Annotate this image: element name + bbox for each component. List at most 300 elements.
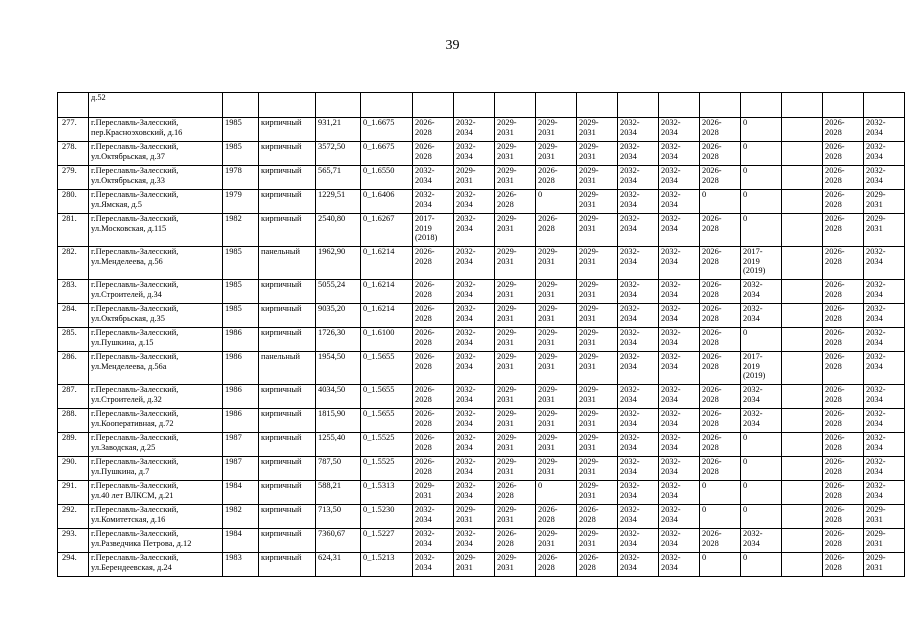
cell-address: г.Переславль-Залесский, ул.Менделеева, д.56 [89, 247, 223, 280]
cell-period: 2032- 2034 [618, 328, 659, 352]
cell-period [782, 481, 823, 505]
cell-period: 2029- 2031 [495, 247, 536, 280]
cell-year: 1986 [223, 328, 259, 352]
cell-period: 2029- 2031 [536, 457, 577, 481]
cell-period: 2032- 2034 [864, 385, 905, 409]
cell-period: 2032- 2034 [864, 328, 905, 352]
cell-period: 2032- 2034 [454, 142, 495, 166]
cell-period: 2032- 2034 [864, 280, 905, 304]
cell-num: 284. [58, 304, 89, 328]
cell-period: 2032- 2034 [454, 529, 495, 553]
cell-address: г.Переславль-Залесский, ул.Заводская, д.25 [89, 433, 223, 457]
cell-period: 2026- 2028 [536, 553, 577, 577]
cell-num: 288. [58, 409, 89, 433]
cell-period [782, 280, 823, 304]
cell-period: 2032- 2034 [864, 481, 905, 505]
cell-period: 2032- 2034 [454, 118, 495, 142]
cell-period: 2029- 2031 [495, 328, 536, 352]
cell-period: 2029- 2031 [495, 385, 536, 409]
cell-period: 2029- 2031 [577, 280, 618, 304]
cell-period [782, 247, 823, 280]
table-row [58, 409, 905, 433]
cell-address: г.Переславль-Залесский, ул.Строителей, д.34 [89, 280, 223, 304]
cell-address: г.Переславль-Залесский, пер.Красноэховский, д.16 [89, 118, 223, 142]
cell-period: 2026- 2028 [700, 385, 741, 409]
cell-period: 2032- 2034 [864, 118, 905, 142]
cell-period: 2029- 2031 [536, 352, 577, 385]
table-row [58, 328, 905, 352]
cell-period: 2026- 2028 [413, 352, 454, 385]
cell-period: 2029- 2031 [495, 304, 536, 328]
cell-wall-material: кирпичный [259, 505, 316, 529]
cell-period: 2026- 2028 [700, 280, 741, 304]
cell-index: 0_1.6214 [361, 304, 413, 328]
cell-period: 2032- 2034 [659, 553, 700, 577]
cell-period: 2029- 2031 [577, 409, 618, 433]
cell-period: 2026- 2028 [495, 190, 536, 214]
cell-period: 2029- 2031 [495, 457, 536, 481]
cell-period: 2032- 2034 [413, 505, 454, 529]
cell-area: 787,50 [316, 457, 361, 481]
cell-period: 2026- 2028 [700, 433, 741, 457]
cell-period: 0 [741, 481, 782, 505]
cell-area: 9035,20 [316, 304, 361, 328]
table-body [58, 93, 905, 577]
cell-period: 2029- 2031 [536, 328, 577, 352]
cell-period: 2029- 2031 [577, 352, 618, 385]
cell-period: 2029- 2031 [536, 118, 577, 142]
cell-period: 2032- 2034 [659, 328, 700, 352]
cell-year: 1978 [223, 166, 259, 190]
cell-period: 2032- 2034 [618, 529, 659, 553]
cell-period: 2032- 2034 [618, 214, 659, 247]
cell-period: 2026- 2028 [700, 304, 741, 328]
table-row-continuation [58, 93, 905, 118]
cell-index: 0_1.6675 [361, 118, 413, 142]
cell-wall-material: кирпичный [259, 457, 316, 481]
table-row [58, 166, 905, 190]
cell-period: 2032- 2034 [454, 481, 495, 505]
cell-period: 2032- 2034 [618, 142, 659, 166]
page-number: 39 [445, 38, 460, 53]
cell-period: 2032- 2034 [618, 433, 659, 457]
cell-area: 565,71 [316, 166, 361, 190]
cell-period: 2029- 2031 [536, 304, 577, 328]
cell-period: 2032- 2034 [454, 190, 495, 214]
cell-period: 2032- 2034 [659, 280, 700, 304]
cell-wall-material: кирпичный [259, 328, 316, 352]
table-row [58, 505, 905, 529]
cell-period: 2026- 2028 [536, 214, 577, 247]
table-row [58, 190, 905, 214]
cell-period: 2029- 2031 [495, 433, 536, 457]
cell-area: 931,21 [316, 118, 361, 142]
cell-period: 2026- 2028 [700, 247, 741, 280]
cell-period: 2026- 2028 [823, 433, 864, 457]
cell-period: 2032- 2034 [864, 409, 905, 433]
cell-period [782, 529, 823, 553]
cell-area: 713,50 [316, 505, 361, 529]
cell-wall-material: панельный [259, 352, 316, 385]
cell-period: 2029- 2031 [864, 190, 905, 214]
cell-period: 2032- 2034 [659, 385, 700, 409]
cell-area: 1954,50 [316, 352, 361, 385]
cell-period: 2026- 2028 [413, 142, 454, 166]
cell-period [782, 166, 823, 190]
cell-address: г.Переславль-Залесский, ул.Октябрьская, д.35 [89, 304, 223, 328]
cell-period: 2032- 2034 [741, 385, 782, 409]
cell-area: 4034,50 [316, 385, 361, 409]
cell-year: 1986 [223, 385, 259, 409]
cell-period: 2026- 2028 [413, 409, 454, 433]
cell-wall-material: кирпичный [259, 190, 316, 214]
cell-period: 2029- 2031 [536, 409, 577, 433]
cell-period: 2017- 2019 (2018) [413, 214, 454, 247]
cell-period: 2029- 2031 [413, 481, 454, 505]
cell-area: 1815,90 [316, 409, 361, 433]
cell-area: 588,21 [316, 481, 361, 505]
cell-period: 2032- 2034 [659, 190, 700, 214]
cell-period: 2032- 2034 [864, 166, 905, 190]
cell-period: 2032- 2034 [618, 385, 659, 409]
cell-period: 2026- 2028 [700, 166, 741, 190]
cell-period: 2029- 2031 [495, 553, 536, 577]
cell-period: 2032- 2034 [618, 481, 659, 505]
cell-period: 2026- 2028 [413, 118, 454, 142]
cell-period: 2032- 2034 [864, 433, 905, 457]
cell-period: 2032- 2034 [454, 457, 495, 481]
cell-period: 2032- 2034 [618, 190, 659, 214]
cell-period: 2032- 2034 [741, 280, 782, 304]
cell-year: 1985 [223, 118, 259, 142]
cell-period: 0 [741, 118, 782, 142]
cell-period: 2026- 2028 [823, 505, 864, 529]
cell-year: 1982 [223, 505, 259, 529]
cell-period [782, 142, 823, 166]
cell-period: 2032- 2034 [618, 280, 659, 304]
cell-wall-material: кирпичный [259, 481, 316, 505]
cell-period: 2029- 2031 [577, 304, 618, 328]
cell-period: 2032- 2034 [618, 457, 659, 481]
cell-period: 0 [741, 166, 782, 190]
cell-period: 2026- 2028 [823, 481, 864, 505]
cell-period: 2029- 2031 [577, 214, 618, 247]
cell-address: г.Переславль-Залесский, ул.Разведчика Петрова, д.12 [89, 529, 223, 553]
cell-period: 2026- 2028 [700, 352, 741, 385]
table-row [58, 280, 905, 304]
cell-period: 0 [536, 481, 577, 505]
cell-period: 2032- 2034 [454, 214, 495, 247]
cell-period: 2032- 2034 [618, 553, 659, 577]
cell-period: 2029- 2031 [536, 529, 577, 553]
cell-wall-material: кирпичный [259, 280, 316, 304]
cell-period: 2032- 2034 [454, 352, 495, 385]
cell-wall-material: кирпичный [259, 409, 316, 433]
cell-num: 285. [58, 328, 89, 352]
cell-wall-material: кирпичный [259, 118, 316, 142]
cell-period: 2029- 2031 [454, 505, 495, 529]
cell-period: 2032- 2034 [454, 280, 495, 304]
cell-period: 2029- 2031 [864, 553, 905, 577]
cell-index: 0_1.5227 [361, 529, 413, 553]
cell-year: 1983 [223, 553, 259, 577]
cell-index: 0_1.6406 [361, 190, 413, 214]
cell-period: 2032- 2034 [618, 409, 659, 433]
table-row [58, 385, 905, 409]
cell-period: 2032- 2034 [659, 352, 700, 385]
cell-wall-material: кирпичный [259, 166, 316, 190]
cell-period: 2032- 2034 [618, 166, 659, 190]
cell-period: 2032- 2034 [659, 433, 700, 457]
cell-area: 7360,67 [316, 529, 361, 553]
cell-num: 289. [58, 433, 89, 457]
cell-period: 2032- 2034 [413, 190, 454, 214]
cell-num: 281. [58, 214, 89, 247]
cell-num: 293. [58, 529, 89, 553]
cell-period: 2032- 2034 [618, 505, 659, 529]
cell-period: 2029- 2031 [454, 166, 495, 190]
table-row [58, 304, 905, 328]
cell-address: г.Переславль-Залесский, ул.Октябрьская, д.37 [89, 142, 223, 166]
cell-num: 277. [58, 118, 89, 142]
cell-period: 2026- 2028 [700, 118, 741, 142]
cell-wall-material: панельный [259, 247, 316, 280]
cell-period: 2032- 2034 [618, 118, 659, 142]
cell-index: 0_1.5525 [361, 457, 413, 481]
cell-period: 2026- 2028 [413, 328, 454, 352]
cell-period: 2026- 2028 [823, 409, 864, 433]
cell-area: 624,31 [316, 553, 361, 577]
cell-period: 2032- 2034 [454, 409, 495, 433]
cell-num: 291. [58, 481, 89, 505]
cell-period: 2029- 2031 [495, 118, 536, 142]
cell-period: 2032- 2034 [659, 214, 700, 247]
cell-area: 1726,30 [316, 328, 361, 352]
cell-num: 294. [58, 553, 89, 577]
cell-period: 2032- 2034 [659, 304, 700, 328]
cell-num: 278. [58, 142, 89, 166]
cell-period: 2032- 2034 [454, 304, 495, 328]
cell-period: 2026- 2028 [495, 529, 536, 553]
cell-period: 2029- 2031 [536, 280, 577, 304]
cell-period: 2029- 2031 [864, 214, 905, 247]
cell-period: 0 [700, 505, 741, 529]
cell-period: 0 [700, 553, 741, 577]
cell-period: 2026- 2028 [700, 214, 741, 247]
cell-period: 2026- 2028 [700, 409, 741, 433]
cell-period: 2032- 2034 [741, 304, 782, 328]
cell-period: 2026- 2028 [823, 457, 864, 481]
cell-period: 2029- 2031 [495, 214, 536, 247]
cell-address: г.Переславль-Залесский, ул.Московская, д.115 [89, 214, 223, 247]
cell-period: 2026- 2028 [413, 304, 454, 328]
cell-period: 2032- 2034 [659, 529, 700, 553]
cell-address: г.Переславль-Залесский, ул.Строителей, д.32 [89, 385, 223, 409]
cell-wall-material: кирпичный [259, 385, 316, 409]
cell-period: 2026- 2028 [823, 190, 864, 214]
cell-period: 2026- 2028 [823, 166, 864, 190]
cell-period: 2026- 2028 [413, 433, 454, 457]
cell-num [58, 93, 89, 118]
cell-period: 2026- 2028 [700, 328, 741, 352]
cell-period: 2032- 2034 [618, 247, 659, 280]
cell-period [782, 304, 823, 328]
cell-period: 0 [741, 190, 782, 214]
cell-year: 1987 [223, 433, 259, 457]
cell-num: 290. [58, 457, 89, 481]
cell-period: 2032- 2034 [454, 433, 495, 457]
cell-year: 1985 [223, 280, 259, 304]
cell-period: 2032- 2034 [741, 529, 782, 553]
cell-period: 2029- 2031 [495, 352, 536, 385]
cell-year: 1986 [223, 352, 259, 385]
cell-period [782, 385, 823, 409]
cell-index: 0_1.6550 [361, 166, 413, 190]
cell-period: 2032- 2034 [659, 457, 700, 481]
cell-period: 2029- 2031 [577, 328, 618, 352]
cell-address: г.Переславль-Залесский, ул.Ямская, д.5 [89, 190, 223, 214]
cell-area: 5055,24 [316, 280, 361, 304]
cell-period: 2032- 2034 [454, 247, 495, 280]
cell-year: 1982 [223, 214, 259, 247]
cell-period: 2029- 2031 [577, 481, 618, 505]
cell-period: 2026- 2028 [577, 505, 618, 529]
cell-period: 2026- 2028 [413, 385, 454, 409]
cell-year: 1985 [223, 142, 259, 166]
cell-period [782, 457, 823, 481]
cell-address: г.Переславль-Залесский, ул.Кооперативная, д.72 [89, 409, 223, 433]
cell-area: 1962,90 [316, 247, 361, 280]
table-row [58, 352, 905, 385]
table-row [58, 529, 905, 553]
cell-period: 2032- 2034 [659, 505, 700, 529]
cell-period: 2029- 2031 [864, 505, 905, 529]
cell-period [782, 433, 823, 457]
table-row [58, 481, 905, 505]
cell-index: 0_1.5655 [361, 409, 413, 433]
cell-period: 2029- 2031 [577, 457, 618, 481]
cell-index: 0_1.5213 [361, 553, 413, 577]
cell-index: 0_1.5230 [361, 505, 413, 529]
cell-wall-material: кирпичный [259, 214, 316, 247]
cell-period: 2029- 2031 [536, 247, 577, 280]
cell-period: 2026- 2028 [536, 166, 577, 190]
cell-area: 3572,50 [316, 142, 361, 166]
cell-index: 0_1.6675 [361, 142, 413, 166]
cell-period: 2029- 2031 [536, 142, 577, 166]
cell-wall-material: кирпичный [259, 553, 316, 577]
cell-period: 2029- 2031 [536, 385, 577, 409]
cell-address: г.Переславль-Залесский, ул.Комитетская, д.16 [89, 505, 223, 529]
cell-period: 2032- 2034 [618, 304, 659, 328]
cell-address: д.52 [89, 93, 223, 118]
cell-year: 1984 [223, 481, 259, 505]
cell-address: г.Переславль-Залесский, ул.Октябрьская, д.33 [89, 166, 223, 190]
cell-period: 2029- 2031 [577, 118, 618, 142]
cell-period: 2026- 2028 [413, 457, 454, 481]
cell-period: 2026- 2028 [823, 118, 864, 142]
cell-period: 2029- 2031 [577, 190, 618, 214]
cell-period: 2029- 2031 [495, 142, 536, 166]
table-row [58, 214, 905, 247]
cell-period: 2026- 2028 [413, 247, 454, 280]
cell-period: 2026- 2028 [700, 142, 741, 166]
cell-address: г.Переславль-Залесский, ул.Менделеева, д.56а [89, 352, 223, 385]
table-row [58, 142, 905, 166]
cell-num: 280. [58, 190, 89, 214]
cell-period: 2029- 2031 [577, 166, 618, 190]
cell-period: 2032- 2034 [659, 142, 700, 166]
cell-period: 0 [741, 433, 782, 457]
cell-wall-material: кирпичный [259, 433, 316, 457]
cell-index: 0_1.5313 [361, 481, 413, 505]
cell-period: 2032- 2034 [864, 304, 905, 328]
table-row [58, 553, 905, 577]
cell-index: 0_1.6214 [361, 280, 413, 304]
cell-period: 2026- 2028 [823, 328, 864, 352]
cell-area: 2540,80 [316, 214, 361, 247]
cell-area: 1255,40 [316, 433, 361, 457]
cell-period: 2032- 2034 [864, 352, 905, 385]
cell-period [782, 190, 823, 214]
cell-period: 2029- 2031 [577, 529, 618, 553]
cell-period: 2032- 2034 [864, 247, 905, 280]
cell-period: 0 [700, 481, 741, 505]
cell-period: 2032- 2034 [741, 409, 782, 433]
table-row [58, 247, 905, 280]
cell-period: 2029- 2031 [495, 166, 536, 190]
cell-num: 292. [58, 505, 89, 529]
cell-num: 279. [58, 166, 89, 190]
cell-num: 283. [58, 280, 89, 304]
cell-year: 1985 [223, 304, 259, 328]
cell-address: г.Переславль-Залесский, ул.Берендеевская, д.24 [89, 553, 223, 577]
cell-period: 2032- 2034 [659, 481, 700, 505]
cell-period [782, 553, 823, 577]
cell-period: 2026- 2028 [823, 247, 864, 280]
cell-period [782, 118, 823, 142]
table-row [58, 433, 905, 457]
cell-period: 0 [741, 553, 782, 577]
cell-period: 2032- 2034 [659, 409, 700, 433]
cell-period: 2026- 2028 [495, 481, 536, 505]
cell-wall-material: кирпичный [259, 142, 316, 166]
cell-period: 2026- 2028 [577, 553, 618, 577]
cell-year: 1979 [223, 190, 259, 214]
cell-year: 1987 [223, 457, 259, 481]
cell-period: 2029- 2031 [577, 142, 618, 166]
cell-period [782, 352, 823, 385]
cell-num: 282. [58, 247, 89, 280]
cell-period [782, 328, 823, 352]
cell-period: 2029- 2031 [454, 553, 495, 577]
cell-area: 1229,51 [316, 190, 361, 214]
table-row [58, 118, 905, 142]
cell-period: 2029- 2031 [495, 280, 536, 304]
cell-period: 2029- 2031 [864, 529, 905, 553]
cell-period: 0 [536, 190, 577, 214]
cell-period: 2026- 2028 [536, 505, 577, 529]
cell-period: 2026- 2028 [700, 457, 741, 481]
cell-period: 2032- 2034 [454, 385, 495, 409]
cell-period: 2026- 2028 [823, 142, 864, 166]
cell-index: 0_1.6267 [361, 214, 413, 247]
cell-period: 2029- 2031 [577, 433, 618, 457]
cell-wall-material: кирпичный [259, 529, 316, 553]
cell-period: 2026- 2028 [413, 280, 454, 304]
cell-period: 2026- 2028 [823, 352, 864, 385]
cell-period: 2032- 2034 [659, 118, 700, 142]
